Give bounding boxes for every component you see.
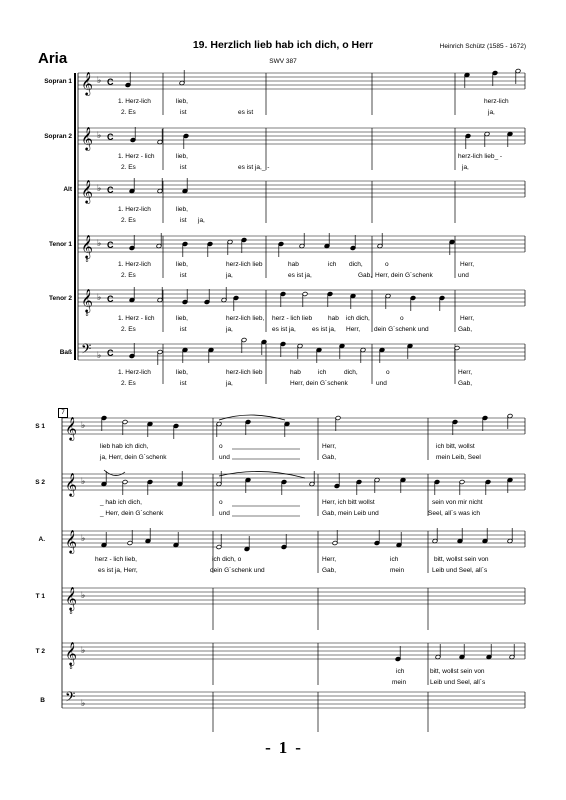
flat-key-signature-icon: ♭ [97,130,102,140]
octave-marking: 8 [85,312,89,318]
system1-group [75,68,525,384]
lyric-verse-1: Herr, [322,443,337,450]
lyric-verse-2: Herr, dein G´schenk [290,380,348,387]
flat-key-signature-icon: ♭ [81,590,86,600]
lyric-verse-2: mein [390,567,405,574]
lyric-verse-2: ist [180,109,187,116]
lyric-verse-2: Leib und Seel, all´s [432,567,488,574]
lyric-verse-1: lieb, [176,206,188,213]
staff-0-1 [78,127,525,170]
lyric-verse-2: Gab, mein Leib und [322,510,379,517]
lyric-verse-1: bitt, wollst sein von [430,668,485,675]
lyric-verse-1: Herr, [458,369,473,376]
lyric-verse-1: lieb, [176,98,188,105]
lyric-verse-1: sein von mir nicht [432,499,483,506]
lyric-verse-2: _ Herr, dein G´schenk [100,510,164,517]
time-signature: C [107,240,114,250]
lyric-verse-1: herz-lich lieb_ - [458,153,503,160]
lyric-verse-1: lieb hab ich dich, [100,443,149,450]
lyric-verse-2: ist [180,326,187,333]
page-number-value: 1 [278,738,288,757]
flat-key-signature-icon: ♭ [97,183,102,193]
lyric-verse-2: ja, [226,326,233,333]
bass-clef-icon: 𝄢 [81,343,92,360]
lyric-verse-1: ich [390,556,399,563]
lyric-verse-2: ja, Herr, dein G´schenk [100,454,167,461]
lyric-verse-2: und [219,454,230,461]
lyric-verse-2: es ist ja, [288,272,312,279]
lyric-verse-2: mein [392,679,407,686]
lyric-verse-1: 1. Herz-lich [118,206,151,213]
tempo-marking: Aria [38,50,68,67]
flat-key-signature-icon: ♭ [97,350,102,360]
staff-0-0 [78,68,525,115]
lyric-verse-1: 1. Herz - lich [118,315,155,322]
lyric-verse-1: 1. Herz-lich [118,261,151,268]
lyric-verse-2: 2. Es [121,217,136,224]
page-dash-left: - [265,738,271,757]
flat-key-signature-icon: ♭ [81,698,86,708]
lyric-verse-2: Gab, [322,454,337,461]
lyric-verse-2: 2. Es [121,326,136,333]
lyric-verse-2: 2. Es [121,164,136,171]
flat-key-signature-icon: ♭ [81,476,86,486]
lyric-verse-1: Herr, [460,315,475,322]
lyric-verse-2: dein G´schenk und [374,326,429,333]
lyric-verse-2: ja, [488,109,495,116]
lyric-verse-1: lieb, [176,315,188,322]
staff-name: Baß [59,349,72,356]
staff-name: Sopran 2 [44,133,72,140]
lyric-verse-2: Herr, dein G´schenk [375,272,433,279]
lyric-verse-1: o [219,443,223,450]
treble-clef-icon: 𝄞 [65,588,77,610]
lyric-verse-2: ja, [198,217,205,224]
staff-1-3 [62,588,525,630]
lyric-verse-2: 2. Es [121,109,136,116]
lyric-verse-1: ich [328,261,337,268]
lyric-verse-2: ja, [226,380,233,387]
lyric-verse-1: Herr, [322,556,337,563]
staff-name: A. [38,536,45,543]
treble-clef-icon: 𝄞 [81,290,93,312]
lyric-verse-1: o [386,369,390,376]
lyric-verse-2: es ist ja,_ - [238,164,270,171]
lyric-verse-1: herz-lich lieb [226,369,263,376]
lyric-verse-2: 2. Es [121,272,136,279]
lyric-verse-1: ich dich, [346,315,370,322]
flat-key-signature-icon: ♭ [97,292,102,302]
staff-name: T 1 [35,593,45,600]
lyric-verse-2: Gab, [458,326,473,333]
lyric-verse-1: herz-lich lieb, [226,315,265,322]
treble-clef-icon: 𝄞 [65,474,77,496]
lyric-verse-2: Gab, [358,272,373,279]
lyric-verse-2: ist [180,380,187,387]
lyric-verse-1: _ hab ich dich, [100,499,142,506]
lyric-verse-1: o [385,261,389,268]
treble-clef-icon: 𝄞 [81,236,93,258]
staff-name: S 1 [35,423,45,430]
lyric-verse-2: 2. Es [121,380,136,387]
lyric-verse-2: ist [180,217,187,224]
flat-key-signature-icon: ♭ [81,533,86,543]
lyric-verse-1: hab [290,369,301,376]
lyric-verse-1: dich, [349,261,363,268]
staff-1-5 [62,692,525,732]
lyric-verse-2: ist [180,164,187,171]
lyric-verse-1: herz-lich lieb [226,261,263,268]
flat-key-signature-icon: ♭ [97,75,102,85]
slur [219,471,305,478]
slur [104,470,125,476]
treble-clef-icon: 𝄞 [65,643,77,665]
treble-clef-icon: 𝄞 [65,418,77,440]
composer-credit: Heinrich Schütz (1585 - 1672) [439,43,526,50]
lyric-verse-2: und [458,272,469,279]
measure-number: 7 [58,408,68,418]
slur [219,415,285,420]
octave-marking: 8 [85,258,89,264]
page-number [0,738,566,758]
staff-name: S 2 [35,479,45,486]
lyric-verse-1: ich [318,369,327,376]
lyric-verse-1: dich, [344,369,358,376]
page-dash-right: - [295,738,301,757]
lyric-verse-2: dein G´schenk und [210,567,265,574]
lyric-verse-2: es ist ja, [272,326,296,333]
piece-title: 19. Herzlich lieb hab ich dich, o Herr [192,39,374,51]
lyric-verse-2: Gab, [458,380,473,387]
staff-name: T 2 [35,648,45,655]
time-signature: C [107,185,114,195]
staff-name: Tenor 1 [49,241,72,248]
lyric-verse-1: ich bitt, wollst [436,443,475,450]
lyric-verse-1: 1. Herz-lich [118,98,151,105]
lyric-verse-1: lieb, [176,369,188,376]
treble-clef-icon: 𝄞 [81,181,93,203]
lyric-verse-1: 1. Herz-lich [118,369,151,376]
octave-marking: 8 [69,665,73,671]
lyric-verse-2: ist [180,272,187,279]
lyric-verse-2: Herr, [346,326,361,333]
lyric-verse-1: o [400,315,404,322]
staff-0-2 [78,178,525,223]
staff-name: Sopran 1 [44,78,72,85]
catalog-number: SWV 387 [269,58,297,65]
lyric-verse-1: herz-lich [484,98,509,105]
lyric-verse-1: Herr, ich bitt wollst [322,499,375,506]
treble-clef-icon: 𝄞 [65,531,77,553]
staff-name: Alt [63,186,72,193]
lyric-verse-2: Seel, all´s was ich [428,510,481,517]
lyric-verse-1: Herr, [460,261,475,268]
time-signature: C [107,348,114,358]
time-signature: C [107,294,114,304]
lyric-verse-2: ja, [462,164,469,171]
octave-marking: 8 [69,610,73,616]
flat-key-signature-icon: ♭ [81,645,86,655]
staff-name: Tenor 2 [49,295,72,302]
lyric-verse-2: Leib und Seel, all´s [430,679,486,686]
lyric-verse-1: hab [288,261,299,268]
lyric-verse-2: Gab, [322,567,337,574]
lyric-verse-1: bitt, wollst sein von [434,556,489,563]
lyric-verse-1: lieb, [176,153,188,160]
bass-clef-icon: 𝄢 [65,691,76,708]
lyric-verse-2: ja, [226,272,233,279]
lyric-verse-2: es ist [238,109,254,116]
lyric-verse-1: 1. Herz - lich [118,153,155,160]
lyric-verse-1: ich dich, o [212,556,242,563]
flat-key-signature-icon: ♭ [97,238,102,248]
lyric-verse-1: o [219,499,223,506]
time-signature: C [107,132,114,142]
lyric-verse-1: hab [328,315,339,322]
lyric-verse-2: mein Leib, Seel [436,454,481,461]
time-signature: C [107,77,114,87]
staff-0-5 [78,337,525,384]
lyric-verse-2: es ist ja, Herr, [98,567,138,574]
lyric-verse-2: es ist ja, [312,326,336,333]
treble-clef-icon: 𝄞 [81,73,93,95]
treble-clef-icon: 𝄞 [81,128,93,150]
lyric-verse-2: und [219,510,230,517]
lyric-verse-1: ich [396,668,405,675]
lyric-verse-1: herz - lich lieb, [95,556,137,563]
lyric-verse-2: und [376,380,387,387]
lyric-verse-1: herz - lich lieb [272,315,313,322]
lyric-verse-1: lieb, [176,261,188,268]
staff-name: B [40,697,45,704]
flat-key-signature-icon: ♭ [81,420,86,430]
